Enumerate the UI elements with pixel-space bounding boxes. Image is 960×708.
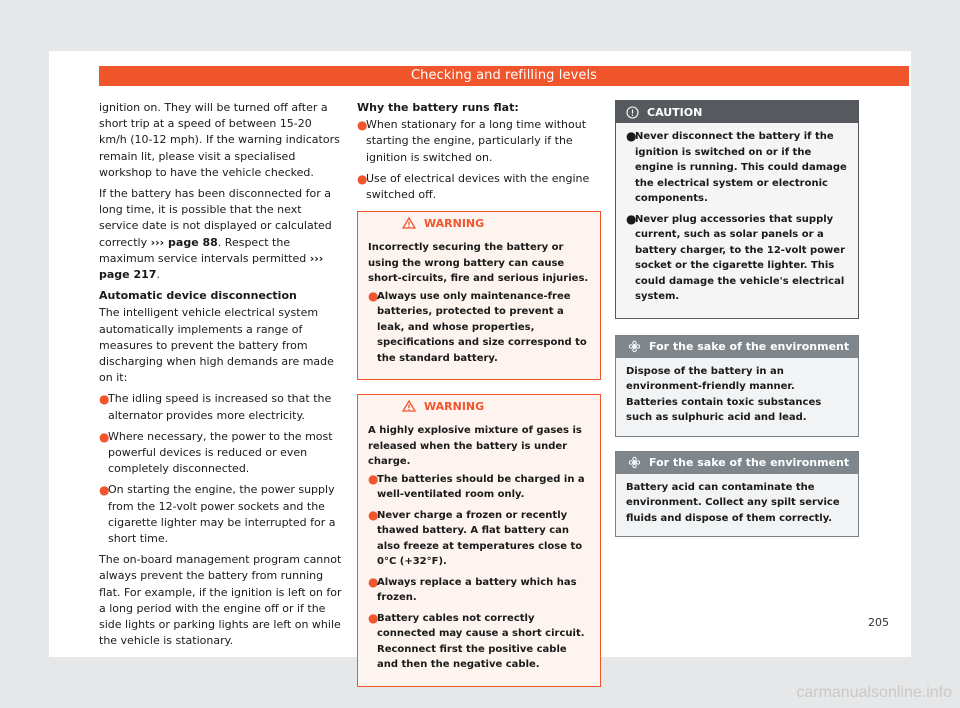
list-item: ● When stationary for a long time without starting the engine, particularly if the ignition is switched on. xyxy=(357,117,601,166)
bullet-icon: ● xyxy=(368,507,379,522)
environment-box xyxy=(615,335,859,437)
list-item: ● Battery cables not correctly connected may cause a short circuit. Reconnect first the positive cable and then the negative cable. xyxy=(368,611,590,673)
list-item: ● Where necessary, the power to the most powerful devices is reduced or even completely disconnected. xyxy=(99,429,343,478)
paragraph: ignition on. They will be turned off after a short trip at a speed of between 15-20 km/h (10-12 mph). If the warning indicators remain lit, please visit a specialised workshop to have the vehicle checked. xyxy=(99,101,340,179)
list-item: ● Never charge a frozen or recently thawed battery. A flat battery can also freeze at temperatures close to 0°C (+32°F). xyxy=(368,508,590,570)
warning-header: WARNING xyxy=(358,212,600,234)
bullet-icon: ● xyxy=(368,471,379,486)
warning-triangle-icon xyxy=(402,400,416,412)
list-item: ● Always replace a battery which has frozen. xyxy=(368,575,590,606)
list-item: ● The idling speed is increased so that the alternator provides more electricity. xyxy=(99,391,343,423)
bullet-icon: ● xyxy=(99,392,110,407)
environment-box xyxy=(615,451,859,538)
list-item: ● Always use only maintenance-free batteries, protected to prevent a leak, and whose properties, specifications and size correspond to the standard battery. xyxy=(368,289,590,367)
bullet-icon: ● xyxy=(368,574,379,589)
bullet-icon: ● xyxy=(99,483,110,498)
paragraph: The intelligent vehicle electrical system automatically implements a range of measures to prevent the battery from discharging when high demands are made on it: xyxy=(99,306,334,385)
warning-box xyxy=(357,394,601,687)
list-item: ● On starting the engine, the power supply from the 12-volt power sockets and the cigarette lighter may be interrupted for a short time. xyxy=(99,482,343,547)
page-link[interactable]: ››› page 88 xyxy=(150,235,218,249)
section-header: Checking and refilling levels xyxy=(99,66,909,86)
paragraph: The on-board management program cannot always prevent the battery from running flat. For example, if the ignition is left on for a long period with the engine off or if the side lights or parking lights are left on while the vehicle is stationary. xyxy=(99,553,342,648)
info-circle-icon xyxy=(626,106,639,119)
subheading: Why the battery runs flat: xyxy=(357,101,519,114)
list-item: ● The batteries should be charged in a well-ventilated room only. xyxy=(368,472,590,503)
caution-header: CAUTION xyxy=(616,101,858,123)
bullet-icon: ● xyxy=(626,211,637,226)
bullet-icon: ● xyxy=(368,610,379,625)
list-item: ● Never disconnect the battery if the ignition is switched on or if the engine is running. This could damage the electrical system or electronic components. xyxy=(626,129,848,207)
page-number: 205 xyxy=(868,616,889,629)
environment-body: Dispose of the battery in an environment-friendly manner. Batteries contain toxic substances such as sulphuric acid and lead. xyxy=(626,365,822,423)
list-item: ● Use of electrical devices with the engine switched off. xyxy=(357,171,601,203)
environment-body: Battery acid can contaminate the environment. Collect any spilt service fluids and dispose of them correctly. xyxy=(626,481,840,524)
page-link[interactable]: ››› page 217 xyxy=(99,251,324,282)
warning-body: Incorrectly securing the battery or using the wrong battery can cause short-circuits, fire and serious injuries. ● Always use only maintenance-free batteries, protected to prevent a leak, and whose properties, specifications and size correspond to the standard battery. xyxy=(358,234,600,379)
caution-box xyxy=(615,100,859,319)
warning-header: WARNING xyxy=(358,395,600,417)
environment-header: For the sake of the environment xyxy=(616,452,858,474)
flower-icon xyxy=(628,456,641,469)
warning-body: A highly explosive mixture of gases is released when the battery is under charge. ● The batteries should be charged in a well-ventilated room only. ● Never charge a frozen or recently thawed battery. A flat battery can also freeze at temperatures close to 0°C (+32°F). ● Always replace a battery which has frozen. ● Battery cables not correctly connected may cause a short circuit. Reconnect first the positive cable and then the negative cable. xyxy=(358,417,600,686)
bullet-icon: ● xyxy=(368,288,379,303)
environment-header: For the sake of the environment xyxy=(616,336,858,358)
paragraph-service-date: If the battery has been disconnected for a long time, it is possible that the next service date is not displayed or calculated correctly ››› page 88. Respect the maximum service intervals permitted ››› page 217. xyxy=(99,187,332,282)
bullet-icon: ● xyxy=(357,118,368,133)
column-middle xyxy=(357,100,601,701)
list-item: ● Never plug accessories that supply current, such as solar panels or a battery charger, to the 12-volt power socket or the cigarette lighter. This could damage the vehicle's electrical system. xyxy=(626,212,848,305)
manual-page xyxy=(49,51,911,671)
subheading: Automatic device disconnection xyxy=(99,289,297,303)
warning-triangle-icon xyxy=(402,217,416,229)
warning-box xyxy=(357,211,601,380)
caution-body xyxy=(616,123,858,318)
watermark: carmanualsonline.info xyxy=(796,684,952,701)
bullet-icon: ● xyxy=(626,129,637,143)
column-right xyxy=(615,100,859,551)
flower-icon xyxy=(628,340,641,353)
bullet-icon: ● xyxy=(357,171,368,186)
bullet-icon: ● xyxy=(99,429,110,444)
column-left xyxy=(99,100,343,655)
